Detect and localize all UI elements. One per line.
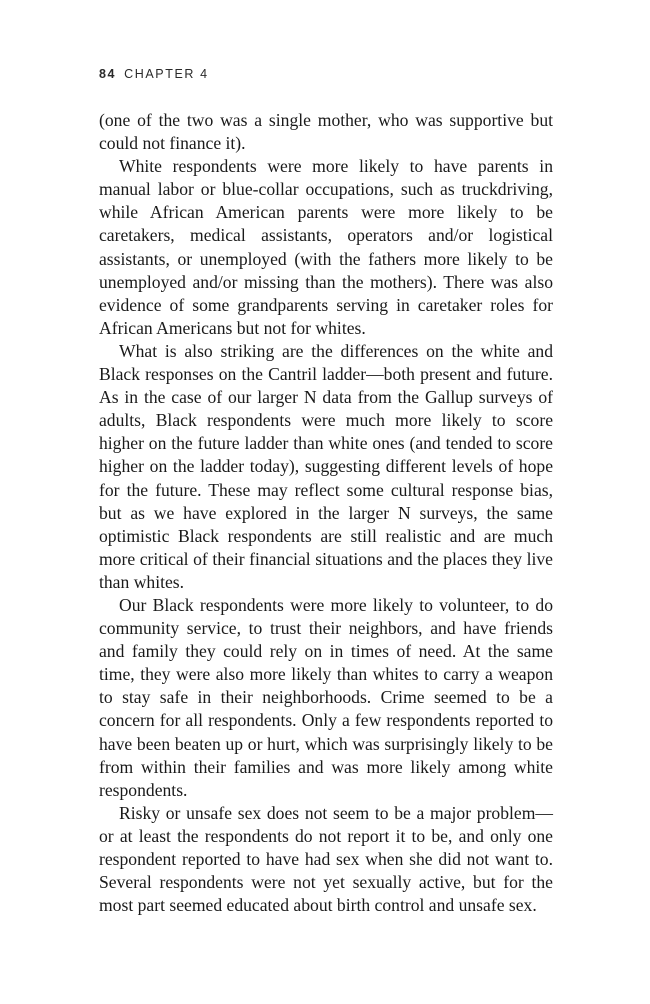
paragraph-parent-occupations: White respondents were more likely to have parents in manual labor or blue-collar occupations, such as truckdriving, while African American parents were more likely to be caretakers, medical assistants, operators and/or logistical assistants, or unemployed (with the fathers more likely to be unemployed and/or missing than the mothers). There was also evidence of some grandparents serving in caretaker roles for African Americans but not for whites. bbox=[99, 156, 553, 338]
paragraph-continuation: (one of the two was a single mother, who was supportive but could not finance it). bbox=[99, 110, 553, 154]
paragraph-community-and-safety: Our Black respondents were more likely to volunteer, to do community service, to trust their neighbors, and have friends and family they could rely on in times of need. At the same time, they were also more likely than whites to carry a weapon to stay safe in their neighborhoods. Crime seemed to be a concern for all respondents. Only a few respondents reported to have been beaten up or hurt, which was surprisingly likely to be from within their families and was more likely among white respondents. bbox=[99, 594, 553, 800]
paragraph-cantril-ladder: What is also striking are the differences on the white and Black responses on the Cantril ladder—both present and future. As in the case of our larger N data from the Gallup surveys of adults, Black respondents were much more likely to score higher on the future ladder than white ones (and tended to score higher on the ladder today), suggesting different levels of hope for the future. These may reflect some cultural response bias, but as we have explored in the larger N surveys, the same optimistic Black respondents are still realistic and are much more critical of their financial situations and the places they live than whites. bbox=[99, 340, 553, 592]
chapter-label: CHAPTER 4 bbox=[124, 67, 209, 81]
body-text bbox=[99, 109, 553, 917]
page-number: 84 bbox=[99, 67, 117, 81]
paragraph-risky-sex: Risky or unsafe sex does not seem to be a major problem—or at least the respondents do not report it to be, and only one respondent reported to have had sex when she did not want to. Several respondents were not yet sexually active, but for the most part seemed educated about birth control and unsafe sex. bbox=[99, 802, 553, 916]
running-head bbox=[99, 67, 209, 81]
